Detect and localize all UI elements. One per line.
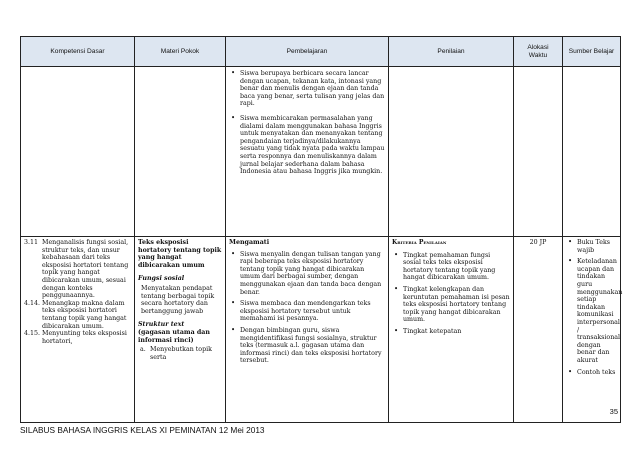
page-number: 35 [609,407,618,416]
row1-pembelajaran-cell [226,67,389,237]
row2-materi-cell [135,237,226,423]
list-item: • Siswa berupaya berbicara secara lancar dengan ucapan, tekanan kata, intonasi yang benar dan menulis dengan ejaan dan tanda baca yang benar, serta tulisan yang jelas dan rapi. [229,70,385,108]
materi-item-a [138,346,222,361]
header-kompetensi: Kompetensi Dasar [21,37,135,67]
mengamati-label: Mengamati [229,239,270,246]
item-a-text: Menyebutkan topik serta [150,346,212,361]
row1-kompetensi-cell [21,67,135,237]
list-item [24,239,131,300]
row2-sumber-cell [563,237,621,423]
kd-text: Menganalisis fungsi sosial, struktur teks, dan unsur kebahasaan dari teks eksposisi hortatori tentang topik yang hangat dibicarakan umum, sesuai dengan konteks penggunaannya. [42,239,129,300]
list-item: • Buku Teks wajib [566,239,617,254]
materi-title: Teks eksposisi hortatory tentang topik yang hangat dibicarakan umum [138,239,222,269]
fungsi-sosial-text: Menyatakan pendapat tentang berbagai topik secara hortatory dan bertanggung jawab [141,284,215,315]
list-item: • Tingkat ketepatan [392,328,510,336]
struktur-text-label: Struktur text [138,321,185,329]
row1-alokasi-cell [514,67,563,237]
fungsi-sosial-label: Fungsi sosial [138,275,185,283]
kd-text: Menyunting teks eksposisi hortatori, [42,330,127,345]
table-header-row [21,37,621,67]
header-alokasi-line1: Alokasi [527,43,549,51]
row2-penilaian-cell [389,237,514,423]
list-item [24,330,131,345]
item-a-marker: a. [140,346,146,354]
table-row [21,237,621,423]
table-row [21,67,621,237]
syllabus-table [20,36,621,423]
list-item: • Tingkat pemahaman fungsi sosial teks teks eksposisi hortatory tentang topik yang hangat dibicarakan umum. [392,252,510,282]
header-materi: Materi Pokok [135,37,226,67]
header-alokasi [514,37,563,67]
list-item: • Keteladanan ucapan dan tindakan guru menggunakan setiap tindakan komunikasi interpersonal / transaksional dengan benar dan akurat [566,258,617,364]
header-sumber: Sumber Belajar [563,37,621,67]
row1-materi-cell [135,67,226,237]
list-item: • Siswa membaca dan mendengarkan teks eksposisi hortatory tersebut untuk memahami isi pesannya. [229,300,385,323]
list-item: • Siswa membicarakan permasalahan yang dialami dalam menggunakan bahasa Inggris untuk menyatakan dan menanyakan tentang pengandaian terjadinya/dilakukannya sesuatu yang tidak nyata pada waktu lampau serta responnya dan menuliskannya dalam jurnal belajar sederhana dalam bahasa Indonesia atau bahasa Inggris jika mungkin. [229,115,385,176]
list-item: • Tingkat kelengkapan dan keruntutan pemahaman isi pesan teks eksposisi hortatory tentang topik yang hangat dibicarakan umum. [392,286,510,324]
kd-number: 4.15. [24,330,41,338]
list-item [24,300,131,330]
row2-kompetensi-cell [21,237,135,423]
header-penilaian: Penilaian [389,37,514,67]
list-item: • Contoh teks [566,369,617,377]
row1-sumber-cell [563,67,621,237]
list-item: • Dengan bimbingan guru, siswa mengidentifikasi fungsi sosialnya, struktur teks (termasuk a.l. gagasan utama dan informasi rinci) dan teks eksposisi hortatory tersebut. [229,327,385,365]
header-alokasi-line2: Waktu [528,51,548,59]
alokasi-value: 20 JP [529,239,547,246]
list-item: • Siswa menyalin dengan tulisan tangan yang rapi beberapa teks eksposisi hortatory tentang topik yang hangat dibicarakan umum dari berbagai sumber, dengan menggunakan ejaan dan tanda baca dengan benar. [229,251,385,297]
kd-text: Menangkap makna dalam teks eksposisi hortatori tentang topik yang hangat dibicarakan umum. [42,299,127,330]
page-footer: SILABUS BAHASA INGGRIS KELAS XI PEMINATAN 12 Mei 2013 [20,425,265,435]
header-pembelajaran: Pembelajaran [226,37,389,67]
kd-number: 3.11 [24,239,39,246]
kd-number: 4.14. [24,299,41,307]
row2-pembelajaran-cell [226,237,389,423]
row1-penilaian-cell [389,67,514,237]
kriteria-penilaian-label: Kriteria Penilaian [392,239,447,246]
row2-alokasi-cell [514,237,563,423]
struktur-text-sub: (gagasan utama dan informasi rinci) [138,328,210,344]
